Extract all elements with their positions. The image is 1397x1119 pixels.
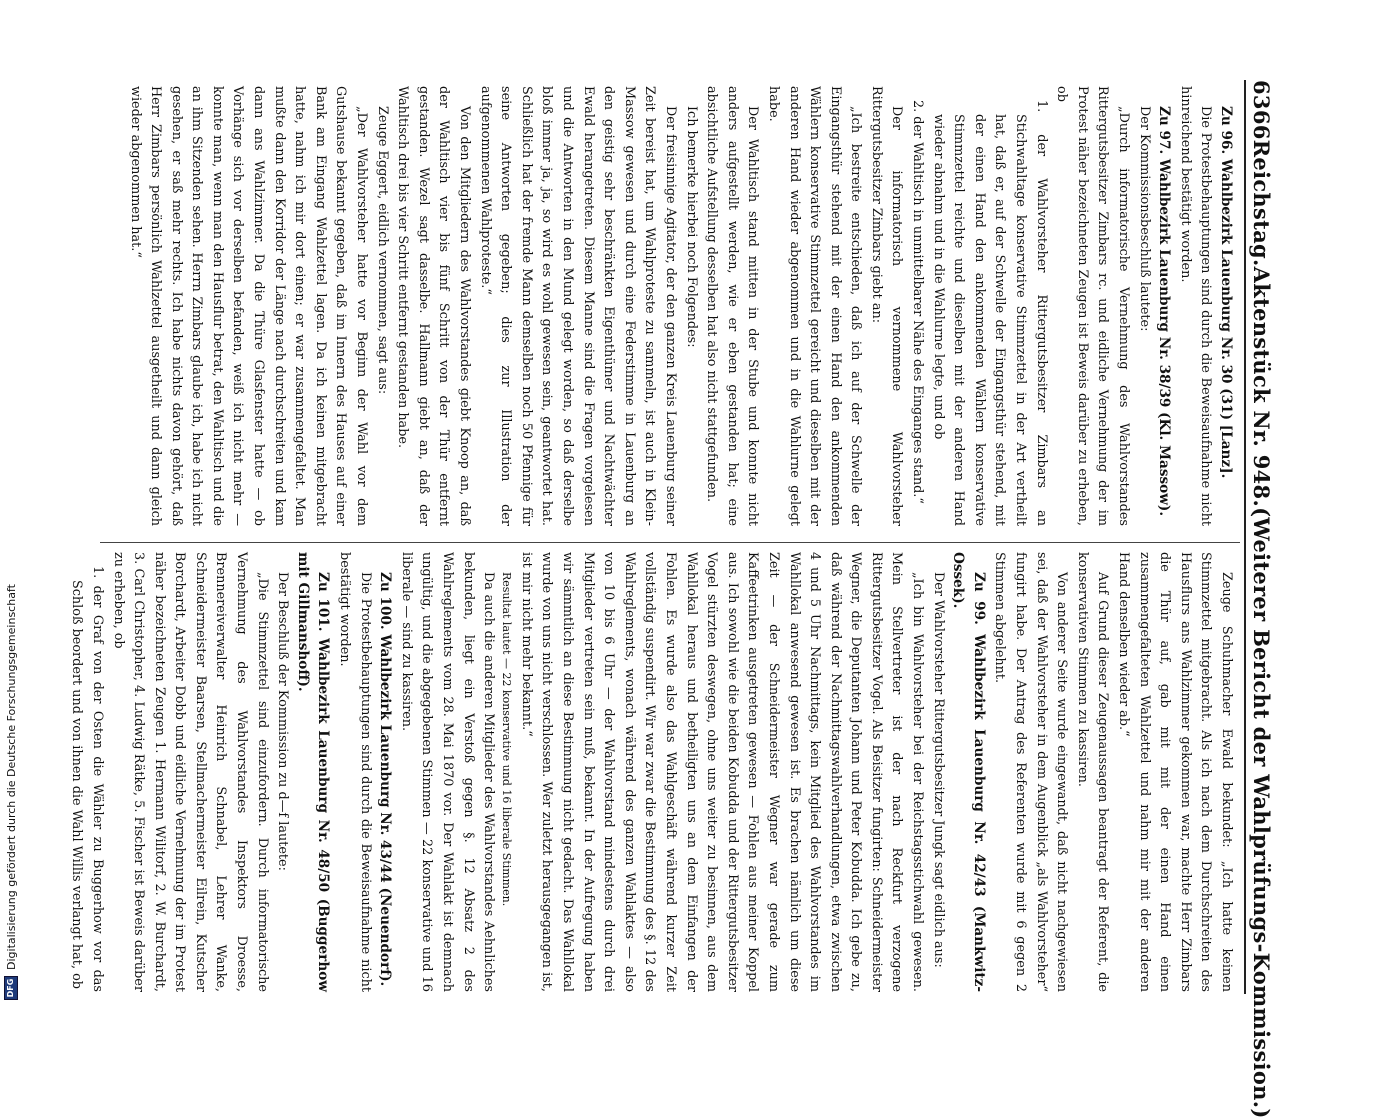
- section-heading: Zu 100. Wahlbezirk Lauenburg Nr. 43/44 (Neuendorf).: [377, 572, 394, 987]
- header-left: Reichstag.: [1249, 139, 1274, 267]
- paragraph: „Ich bin Wahlvorsteher bei der Reichstagsstichwahl gewesen. Mein Stellvertreter ist der nach Reckfurt verzogene Rittergutsbesitzer Vogel. Als Beisitzer fungirten: Schneidermeister Wegner, die Deputanten Johann und Peter Kobudda. Ich gebe zu, daß während der Nachmittagswahlverhandlungen, etwa zwischen 4 und 5 Uhr Nachmittags, kein Mitglied des Wahlvorstandes im Wahllokal anwesend gewesen ist. Es brachen nämlich um diese Zeit — der Schneidermeister Wegner war gerade zum Kaffeetrinken ausgetreten gewesen — Fohlen aus meiner Koppel aus. Ich sowohl wie die beiden Kobudda und der Rittergutsbesitzer Vogel stürzten deswegen, ohne uns weiter zu besinnen, aus dem Wahllokal heraus und betheiligten uns an dem Einfangen der Fohlen. Es wurde also das Wahlgeschäft während kurzer Zeit vollständig suspendirt. Wir war zwar die Bestimmung des §. 12 des Wahlreglements, wonach während des ganzen Wahlaktes — also von 10 bis 6 Uhr — der Wahlvorstand mindestens durch drei Mitglieder vertreten sein muß, bekannt. In der Aufregung haben wir sämmtlich an diese Bestimmung nicht gedacht. Das Wahllokal wurde von uns nicht verschlossen. Wer zuletzt herausgegangen ist, ist mir nicht mehr bekannt.“: [518, 552, 926, 992]
- digitization-note-text: Digitalisierung gefördert durch die Deutsche Forschungsgemeinschaft: [4, 584, 18, 970]
- paragraph: Der Kommissionsbeschluß lautete:: [1136, 106, 1152, 332]
- running-header: [1244, 80, 1282, 1119]
- numbered-item: 1. der Wahlvorsteher Rittergutsbesitzer Zimbars an Stichwahltage konservative Stimmzettel in der Art vertheilt hat, daß er, auf der Schwelle der Eingangsthür stehend, mit der einen Hand den ankommenden Wählern konservative Stimmzettel reichte und dieselben mit der anderen Hand wieder abnahm und in die Wahlurne legte, und ob: [930, 100, 1049, 526]
- paragraph: Der Beschluß der Kommission zu d—f lautete:: [275, 572, 291, 871]
- section-heading: Zu 101. Wahlbezirk Lauenburg Nr. 48/50 (Buggerhow mit Gillmanshoff).: [294, 552, 332, 992]
- paragraph: Da auch die anderen Mitglieder des Wahlvorstandes Aehnliches bekunden, liegt ein Verstoß gegen §. 12 Absatz 2 des Wahlreglements vom 28. Mai 1870 vor. Der Wahlakt ist demnach ungültig, und die abgegebenen Stimmen — 22 konservative und 16 liberale — sind zu kassiren.: [398, 552, 497, 992]
- left-column: [96, 86, 1236, 526]
- header-center: Aktenstück Nr. 948.: [1249, 266, 1274, 508]
- paragraph: Die Protestbehauptungen sind durch die Beweisaufnahme nicht hinreichend bestätigt worden.: [1177, 86, 1214, 526]
- paragraph: „Ich bestreite entschieden, daß ich auf der Schwelle der Eingangsthür stehend mit der einen Hand den ankommenden Wählern konservative Stimmzettel gereicht und dieselben mit der anderen Hand wieder abgenommen und in die Wahlurne gelegt habe.: [765, 86, 864, 526]
- section-heading: Zu 97. Wahlbezirk Lauenburg Nr. 38/39 (Kl. Massow).: [1156, 106, 1173, 517]
- column-divider: [100, 542, 1240, 543]
- paragraph: Zeuge Eggert, eidlich vernommen, sagt aus:: [374, 106, 390, 395]
- section-heading: Zu 99. Wahlbezirk Lauenburg Nr. 42/43 (Mankwitz-Ossek).: [950, 552, 987, 992]
- right-column: [69, 552, 1236, 992]
- paragraph: Der Wahltisch stand mitten in der Stube und konnte nicht anders aufgestellt werden, wie er eben gestanden hat; eine absichtliche Aufstellung desselben hat also nicht stattgefunden.: [704, 86, 761, 526]
- rotated-page: [69, 80, 1282, 1119]
- paragraph: Der informatorisch vernommene Wahlvorsteher Rittergutsbesitzer Zimbars giebt an:: [868, 86, 905, 526]
- note-line: Resultat lautet — 22 konservative und 16 liberale Stimmen.: [500, 572, 514, 907]
- paragraph: Zeuge Schuhmacher Ewald bekundet: „Ich hatte keinen Stimmzettel mitgebracht. Als ich nach dem Durchschreiten des Hausflurs ans Wahlzimmer gekommen war, machte Herr Zimbars die Thür auf, gab mit mit der einen Hand einen zusammengefalteten Wahlzettel und nahm mir mit der anderen Hand denselben wieder ab.“: [1116, 552, 1234, 992]
- paragraph: „Der Wahlvorsteher hatte vor Beginn der Wahl vor dem Gutshause bekannt gegeben, daß im Innern des Hauses auf einer Bank am Eingang Wahlzettel lagen. Da ich keinen mitgebracht hatte, nahm ich mir dort einen; er war zusammengefaltet. Man mußte dann den Korridor der Länge nach durchschreiten und kam dann ans Wahlzimmer. Da die Thüre Glasfenster hatte — ob Vorhänge sich vor derselben befanden, weiß ich nicht mehr — konnte man, wenn man den Hausflur betrat, den Wahltisch und die an ihm Sitzenden sehen. Herrn Zimbars glaube ich, habe ich nicht gesehen, er saß mehr rechts. Ich habe nichts davon gehört, daß Herr Zimbars persönlich Wahlzettel ausgetheilt und dann gleich wieder abgenommen hat.“: [127, 86, 370, 526]
- header-right: (Weiterer Bericht der Wahlprüfungs-Kommission.): [1249, 507, 1274, 1119]
- paragraph: Der Wahlvorsteher Rittergutsbesitzer Jungk sagt eidlich aus:: [930, 572, 946, 968]
- section-heading: Zu 96. Wahlbezirk Lauenburg Nr. 30 (31) [Lanz].: [1218, 106, 1234, 479]
- numbered-item: 1. der Graf von der Osten die Wähler zu Buggerhow vor das Schloß beordert und von ihnen die Wahl Willis verlangt hat, ob: [69, 566, 105, 992]
- paragraph: „Die Stimmzettel sind einzufordern. Durch informatorische Vernehmung des Wahlvorstandes Inspektors Droesse, Brennereiverwalter Heinrich Schnabel, Lehrer Wanke, Schneidermeister Baarsen, Stellmachermeister Eilrein, Kutscher Borchardt, Arbeiter Dobb und eidliche Vernehmung der im Protest näher bezeichneten Zeugen 1. Hermann Wilitorf, 2. W. Burchardt, 3. Carl Christopher, 4. Ludwig Rätke, 5. Fischer ist Beweis darüber zu erheben, ob: [110, 552, 270, 992]
- numbered-item: 2. der Wahltisch in unmittelbarer Nähe des Einganges stand.“: [910, 100, 926, 504]
- page: [69, 80, 1282, 1119]
- paragraph: Ich bemerke hierbei noch Folgendes:: [683, 106, 699, 348]
- paragraph: Die Protestbehauptungen sind durch die Beweisaufnahme nicht bestätigt worden.: [337, 552, 373, 992]
- page-number: 6366: [1249, 80, 1274, 140]
- paragraph: Auf Grund dieser Zeugenaussagen beantragt der Referent, die konservativen Stimmen zu kassiren.: [1074, 552, 1111, 992]
- paragraph: Von den Mitgliedern des Wahlvorstandes giebt Knoop an, daß der Wahltisch vier bis fünf Schritt von der Thür entfernt gestanden. Wezel sagt dasselbe. Hallmann giebt an, daß der Wahltisch drei bis vier Schritt entfernt gestanden habe.: [395, 86, 473, 526]
- paragraph: „Durch informatorische Vernehmung des Wahlvorstandes Rittergutsbesitzer Zimbars rc. und eidliche Vernehmung der im Protest näher bezeichneten Zeugen ist Beweis darüber zu erheben, ob: [1054, 86, 1132, 526]
- paragraph: Der freisinnige Agitator, der den ganzen Kreis Lauenburg seiner Zeit bereist hat, um Wahlproteste zu sammeln, ist auch in Klein-Massow gewesen und durch eine Federstimme in Lauenburg an den geistig sehr beschränkten Eigenthümer und Nachtwächter Ewald herangetreten. Diesem Manne sind die Fragen vorgelesen und die Antworten in den Mund gelegt worden, so daß derselbe bloß immer ja, ja, so wird es wohl gewesen sein, geantwortet hat. Schließlich hat der fremde Mann demselben noch 50 Pfennige für seine Antworten gegeben; dies zur Illustration der aufgenommenen Wahlproteste.“: [477, 86, 678, 526]
- dfg-logo: DFG: [4, 976, 18, 1000]
- paragraph: Von anderer Seite wurde eingewandt, daß nicht nachgewiesen sei, daß der Wahlvorsteher in dem Augenblick „als Wahlvorsteher“ fungirt habe. Der Antrag des Referenten wurde mit 6 gegen 2 Stimmen abgelehnt.: [992, 552, 1070, 992]
- digitization-note: [4, 584, 18, 1000]
